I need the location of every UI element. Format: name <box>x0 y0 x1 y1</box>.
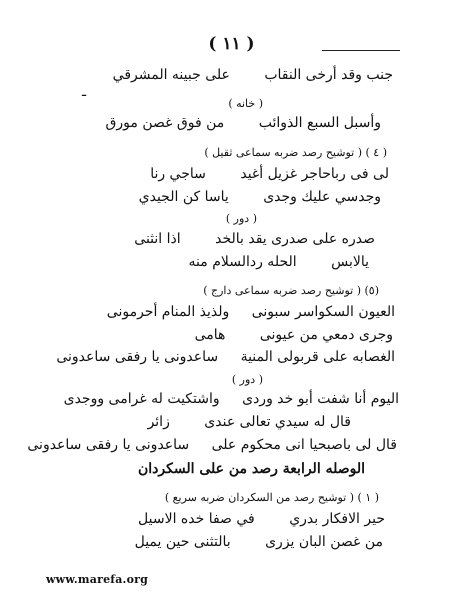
verse-hemistich-left: من فوق غصن مورق <box>105 115 225 131</box>
heading-text: ( دور ) <box>231 373 263 386</box>
verse-hemistich-right: اليوم أنا شفت أبو خد وردى <box>242 391 399 407</box>
section-heading <box>203 282 379 300</box>
margin-mark: ـ <box>82 84 87 100</box>
footer-watermark: www.marefa.org <box>46 573 149 586</box>
verse-hemistich-right: وجدسي عليك وجدى <box>263 189 381 205</box>
verse-line <box>139 188 381 206</box>
section-title-text: الوصله الرابعة رصد من على السكردان <box>137 461 365 477</box>
verse-line <box>113 66 393 84</box>
verse-hemistich-left: في صفا خده الاسيل <box>138 511 255 527</box>
section-heading <box>228 95 263 113</box>
verse-hemistich-left: على جبينه المشرقي <box>112 67 230 83</box>
verse-hemistich-right: قال له سيدي تعالى عندى <box>204 414 351 430</box>
verse-line <box>189 253 369 271</box>
verse-hemistich-left: ولذيذ المنام أحرمونى <box>106 304 230 320</box>
section-heading <box>226 210 257 228</box>
verse-hemistich-right: لى فى رباحاجر غزيل أغيد <box>240 166 389 182</box>
verse-hemistich-left: ياسا كن الجيدي <box>138 189 229 205</box>
verse-line <box>56 348 395 366</box>
verse-hemistich-right: جنب وقد أرخى النقاب <box>264 67 393 83</box>
verse-hemistich-right: قال لى باصبحيا انى محكوم على <box>211 437 397 453</box>
heading-text: (٥) ( توشيح رصد ضربه سماعى دارج ) <box>203 284 379 297</box>
verse-line <box>138 510 385 528</box>
verse-hemistich-left: ساجي رنا <box>150 166 206 182</box>
verse-line <box>64 390 399 408</box>
section-heading <box>165 489 379 507</box>
verse-line <box>106 114 381 132</box>
verse-line <box>148 413 351 431</box>
section-heading <box>232 371 263 389</box>
verse-hemistich-left: الحله ردالسلام منه <box>188 254 297 270</box>
heading-text: ( ١ ) ( توشيح رصد من السكردان ضربه سريع ) <box>164 491 379 504</box>
verse-hemistich-right: يالابس <box>331 254 369 270</box>
verse-hemistich-right: العيون السكواسر سبونى <box>251 304 395 320</box>
verse-hemistich-left: واشتكيت له غرامى ووجدى <box>63 391 220 407</box>
section-heading <box>204 144 387 162</box>
verse-line <box>27 436 397 454</box>
verse-hemistich-left: بالتثنى حين يميل <box>134 534 231 550</box>
verse-hemistich-right: وأسبل السبع الذوائب <box>258 115 381 131</box>
heading-text: ( خانه ) <box>228 97 263 110</box>
verse-hemistich-left: اذا انثنى <box>134 231 181 247</box>
verse-hemistich-right: صدره على صدرى يقد بالخد <box>215 231 375 247</box>
verse-hemistich-left: ساعدونى يا رفقى ساعدونى <box>27 437 190 453</box>
section-title <box>138 460 365 478</box>
heading-text: ( دور ) <box>225 212 257 225</box>
verse-line <box>195 326 393 344</box>
verse-hemistich-left: زائر <box>147 414 170 430</box>
verse-hemistich-right: الغصابه على قربولى المنية <box>240 349 395 365</box>
verse-line <box>107 303 395 321</box>
heading-text: ( ٤ ) ( توشيح رصد ضربه سماعى ثقيل ) <box>204 146 387 159</box>
verse-hemistich-right: من غصن البان يزرى <box>265 534 383 550</box>
verse-hemistich-right: حير الافكار بدري <box>289 511 385 527</box>
page-number: ( ١١ ) <box>208 34 255 54</box>
verse-line <box>150 165 389 183</box>
header-rule <box>322 50 400 51</box>
verse-line <box>134 230 375 248</box>
verse-line <box>135 533 383 551</box>
verse-hemistich-left: ساعدونى يا رفقى ساعدونى <box>56 349 219 365</box>
verse-hemistich-left: هامى <box>194 327 226 343</box>
verse-hemistich-right: وجرى دمعي من عيونى <box>259 327 393 343</box>
